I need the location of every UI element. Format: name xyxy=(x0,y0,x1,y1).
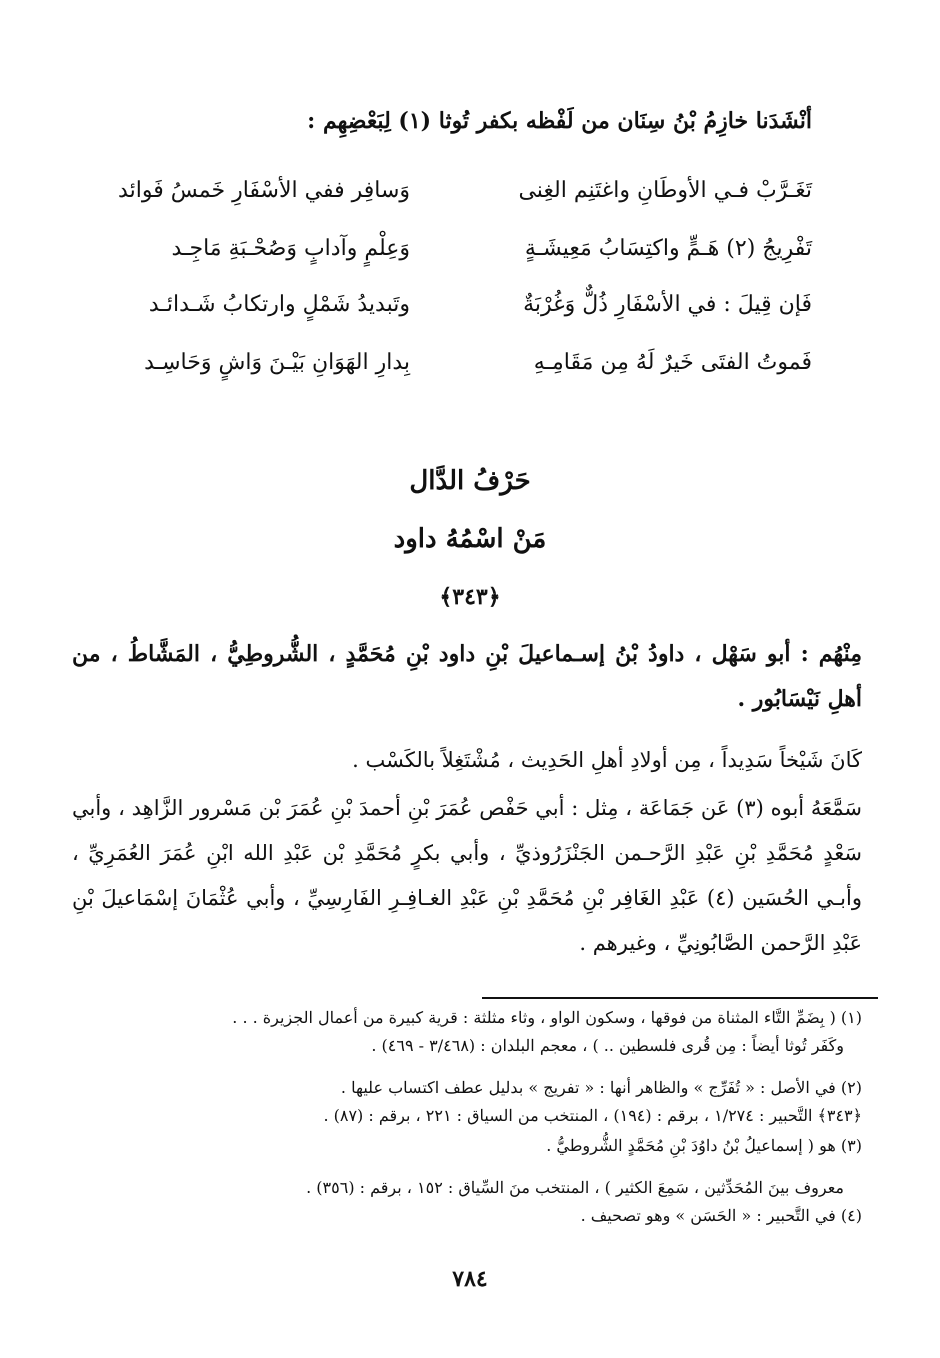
footnote-3-line-2: معروف بينَ المُحَدِّثين ، سَمِعَ الكثير ) ، المنتخب منَ السِّياق : ١٥٢ ، برقم : (٣٥٦) . xyxy=(306,1178,844,1197)
page-number: ٧٨٤ xyxy=(452,1266,488,1292)
chapter-heading: حَرْفُ الدَّال xyxy=(409,466,531,496)
verse-3-first-hemistich: فَإن قِيلَ : في الأسْفَارِ ذُلٌّ وَغُرْبَةٌ xyxy=(523,292,812,317)
intro-line: أنْشَدَنا خازِمُ بْنُ سِنَان من لَفْظه بكفر تُوثا (١) لِبَعْضِهِم : xyxy=(307,108,812,134)
verse-2-second-hemistich: وَعِلْمٍ وآدابٍ وَصُحْـبَةِ مَاجِـد xyxy=(171,236,410,261)
verse-1-first-hemistich: تَغَـرَّبْ فـي الأوطَانِ واغتَنِم الغِنى xyxy=(518,178,812,203)
footnote-separator xyxy=(482,997,878,999)
biography-paragraph: كَانَ شَيْخاً سَدِيداً ، مِن أولادِ أهلِ الحَدِيث ، مُشْتَغِلاً بالكَسْب . xyxy=(352,748,862,772)
teachers-paragraph: سَمَّعَهُ أبوه (٣) عَن جَمَاعَة ، مِثل : أبي حَفْص عُمَرَ بْنِ أحمدَ بْنِ عُمَرَ بْن مَسْرور الزَّاهِد ، وأبي سَعْدٍ مُحَمَّدِ بْنِ عَبْدِ الرَّحـمن الجَنْزَرُوذيِّ ، وأبي بكرٍ مُحَمَّدِ بْن عَبْدِ الله ابْنِ عُمَرَ العُمَرِيِّ ، وأبـي الحُسَين (٤) عَبْدِ الغَافِر بْنِ مُحَمَّدِ بْنِ عَبْدِ الغـافِـرِ الفَارِسِيِّ ، وأبي عُثْمَانَ إسْمَاعيلَ بْنِ عَبْدِ الرَّحمن الصَّابُونِيِّ ، وغيرهم . xyxy=(72,796,863,955)
entry-number: ﴿٣٤٣﴾ xyxy=(439,584,501,610)
footnote-1-line-1: (١) ( بِضَمِّ التَّاء المثناة من فوقها ، وسكون الواو ، وثاء مثلثة : قرية كبيرة من أعمال الجزيرة . . . xyxy=(232,1008,862,1027)
verse-3-second-hemistich: وتَبديدُ شَمْلٍ وارتكابُ شَـدائـد xyxy=(148,292,410,317)
footnote-entry-343: ﴿٣٤٣﴾ التَّحبير : ١/٢٧٤ ، برقم : (١٩٤) ، المنتخب من السياق : ٢٢١ ، برقم : (٨٧) . xyxy=(323,1106,862,1125)
section-heading: مَنْ اسْمُهُ داود xyxy=(393,524,547,554)
verse-4-second-hemistich: بِدارِ الهَوَانِ بَيْـنَ وَاشٍ وَحَاسِـد xyxy=(144,350,410,375)
footnote-3-line-1: (٣) هو ( إسماعيلُ بْنُ داوُدَ بْنِ مُحَمَّدٍ الشُّروطيُّ . xyxy=(546,1136,862,1155)
verse-2-first-hemistich: تَفْرِيجُ (٢) هَـمٍّ واكتِسَابُ مَعِيشَـةٍ xyxy=(524,236,812,261)
verse-1-second-hemistich: وَسافِر ففي الأسْفَارِ خَمسُ فَوائد xyxy=(118,178,410,203)
footnote-4: (٤) في التَّحبير : « الحَسَن » وهو تصحيف . xyxy=(580,1206,862,1225)
footnote-1-line-2: وكَفَر تُوثا أيضاً : مِن قُرى فلسطين .. ) ، معجم البلدان : (٣/٤٦٨ - ٤٦٩) . xyxy=(371,1036,844,1055)
verse-4-first-hemistich: فَموتُ الفتَى خَيرٌ لَهُ مِن مَقَامِـهِ xyxy=(533,350,812,375)
footnote-2: (٢) في الأصل : « تُفَرِّج » والظاهر أنها : « تفريج » بدليل عطف اكتساب عليها . xyxy=(340,1078,862,1097)
entry-name-paragraph: مِنْهُم : أبو سَهْل ، داودُ بْنُ إسـماعيلَ بْنِ داود بْنِ مُحَمَّدٍ ، الشُّروطِيُّ ، المَشَّاطُ ، من أهلِ نَيْسَابُور . xyxy=(72,641,862,712)
